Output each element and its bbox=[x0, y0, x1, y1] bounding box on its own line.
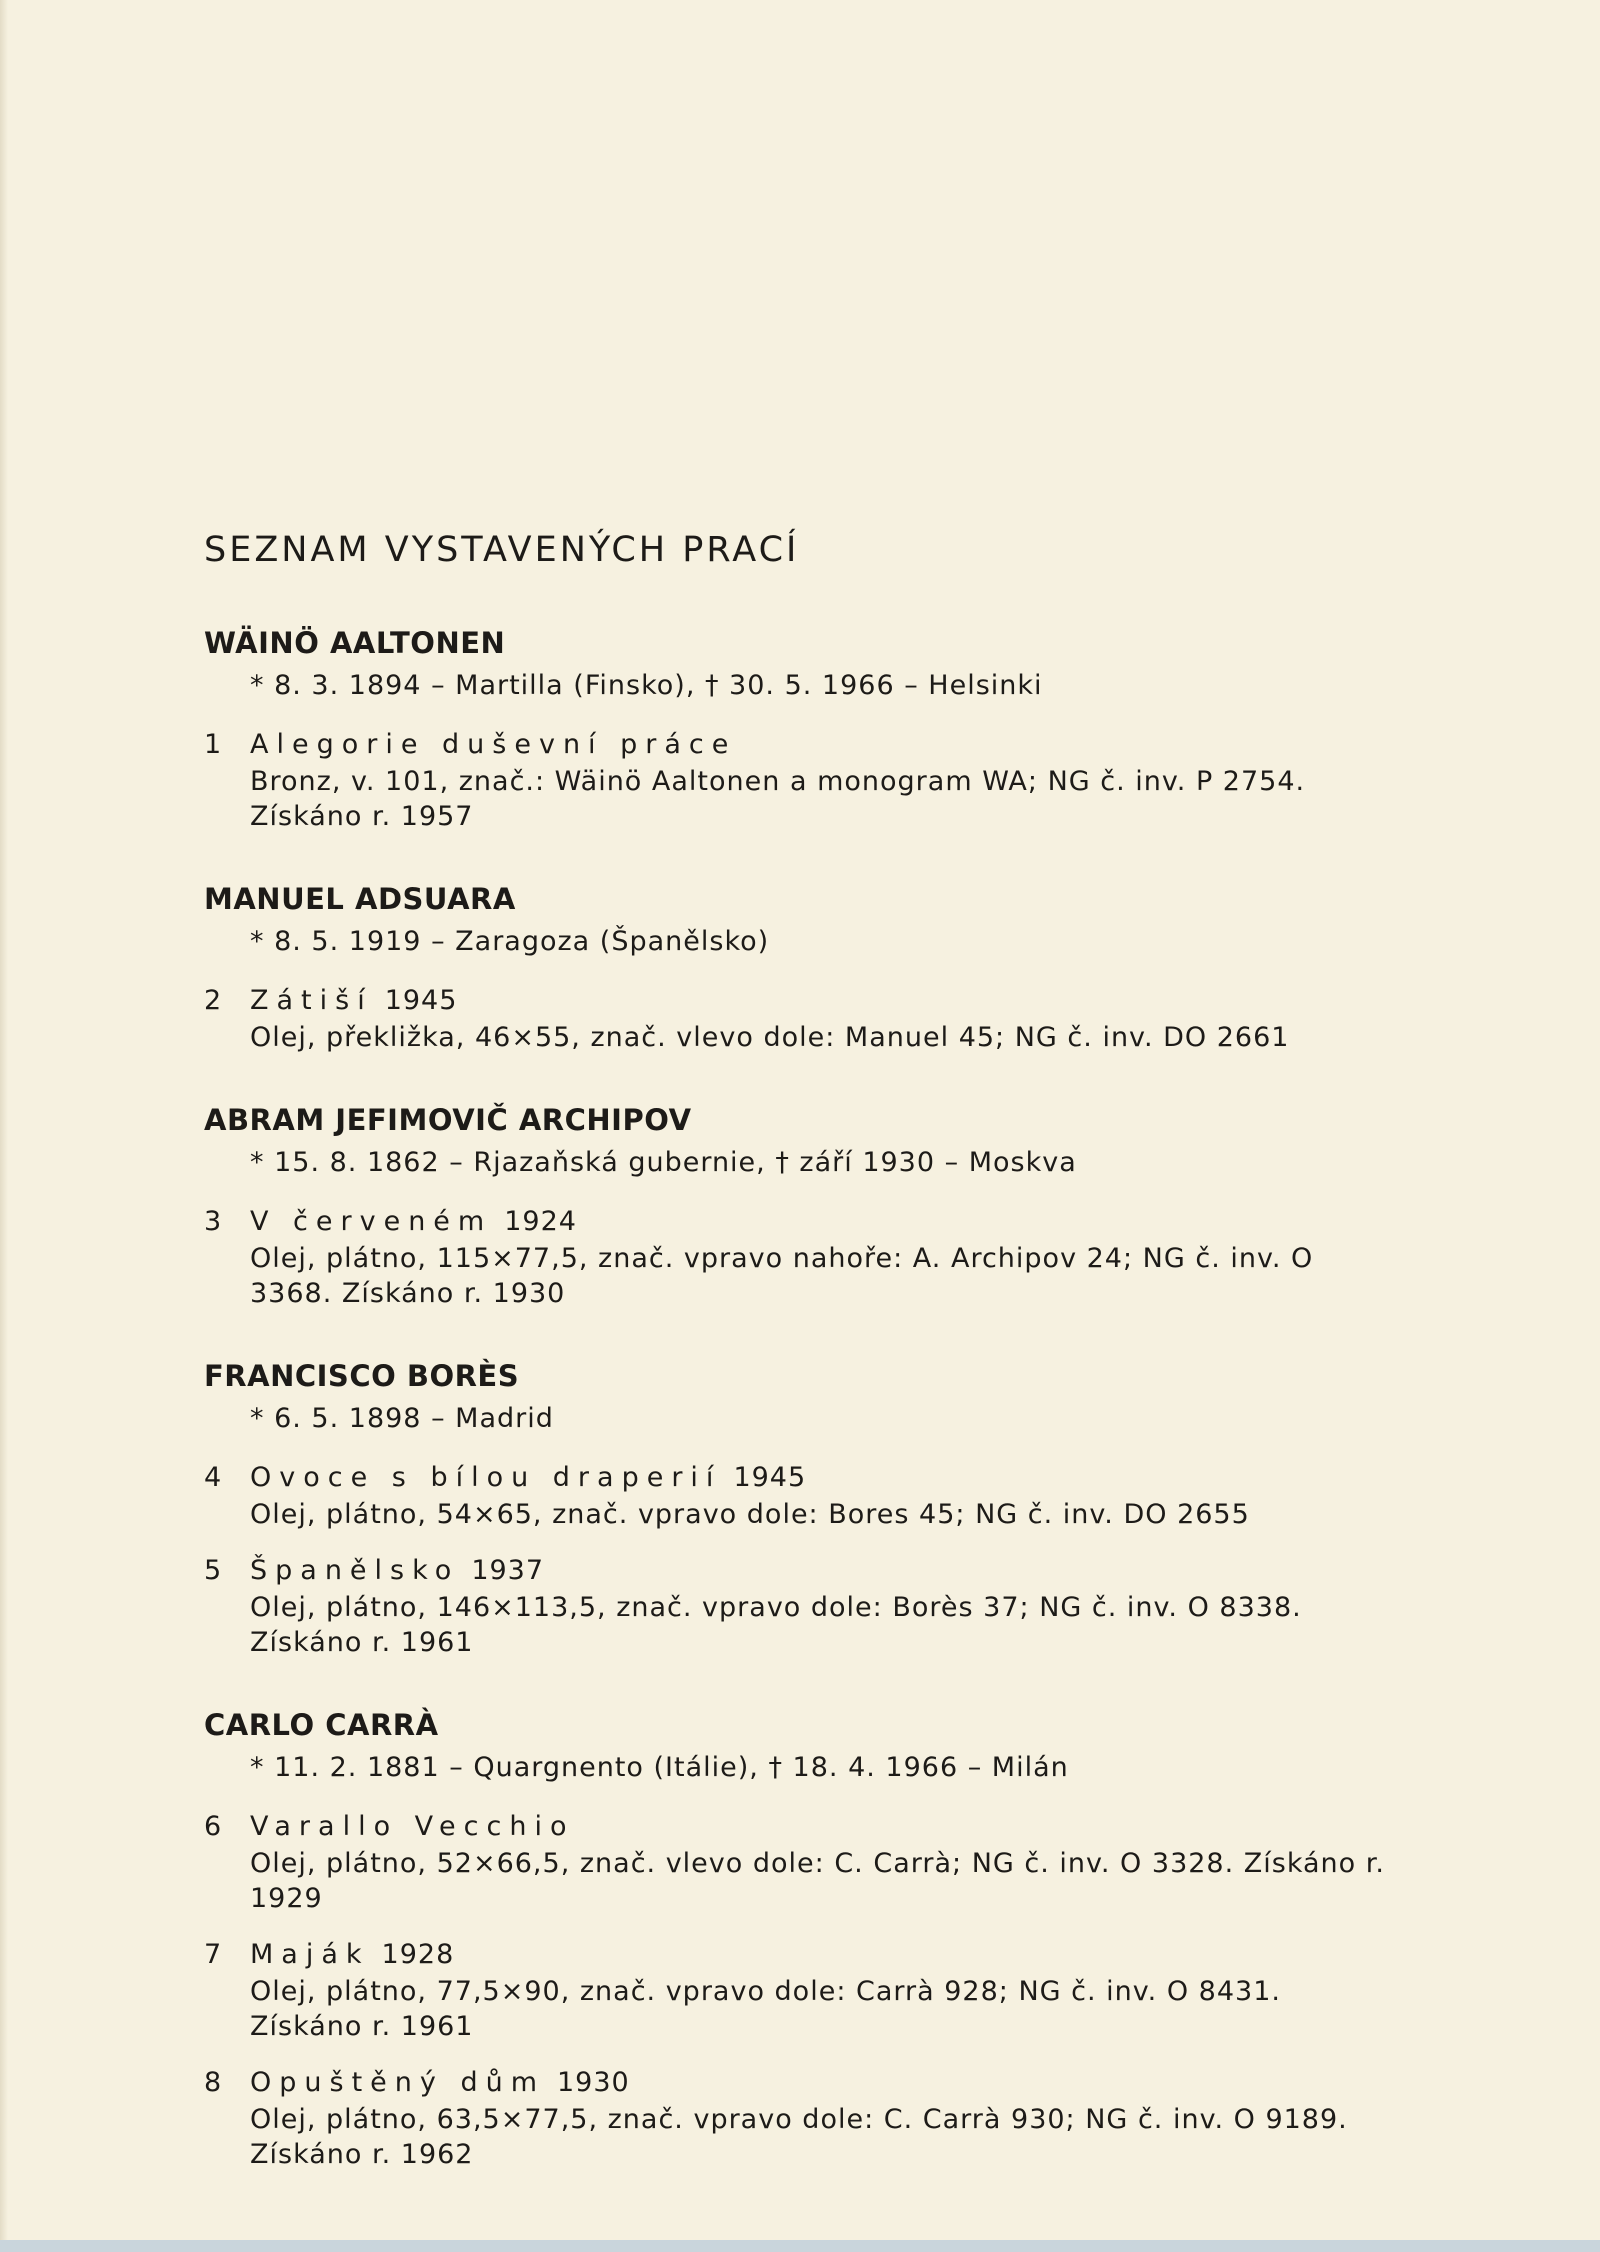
work-entry bbox=[204, 1459, 1384, 1532]
work-description: Olej, plátno, 115×77,5, znač. vpravo nahoře: A. Archipov 24; NG č. inv. O 3368. Získáno r. 1930 bbox=[250, 1243, 1314, 1309]
work-number: 7 bbox=[204, 1939, 222, 1970]
artist-name: WÄINÖ AALTONEN bbox=[204, 626, 506, 660]
artist-entry bbox=[204, 1708, 1384, 2172]
exhibition-list bbox=[204, 530, 1384, 2220]
artist-bio: * 11. 2. 1881 – Quargnento (Itálie), † 18. 4. 1966 – Milán bbox=[250, 1752, 1069, 1783]
work-description: Bronz, v. 101, znač.: Wäinö Aaltonen a monogram WA; NG č. inv. P 2754. Získáno r. 1957 bbox=[250, 766, 1306, 832]
work-entry bbox=[204, 1203, 1384, 1311]
work-heading bbox=[204, 1808, 1384, 1846]
work-entry bbox=[204, 982, 1384, 1055]
work-description: Olej, plátno, 77,5×90, znač. vpravo dole: Carrà 928; NG č. inv. O 8431. Získáno r. 1961 bbox=[250, 1976, 1281, 2042]
work-entry bbox=[204, 1808, 1384, 1916]
work-year: 1928 bbox=[381, 1939, 455, 1970]
artist-entry bbox=[204, 882, 1384, 1055]
work-title: Zátiší bbox=[250, 985, 373, 1016]
work-title: V červeném bbox=[250, 1206, 493, 1237]
work-year: 1945 bbox=[384, 985, 458, 1016]
artist-entry bbox=[204, 1359, 1384, 1660]
work-year: 1930 bbox=[557, 2067, 630, 2098]
artist-bio: * 6. 5. 1898 – Madrid bbox=[250, 1403, 554, 1434]
artist-name: ABRAM JEFIMOVIČ ARCHIPOV bbox=[204, 1103, 692, 1137]
work-title: Alegorie duševní práce bbox=[250, 729, 737, 760]
work-heading bbox=[204, 1936, 1384, 1974]
artist-name: MANUEL ADSUARA bbox=[204, 882, 516, 916]
work-title: Opuštěný dům bbox=[250, 2067, 545, 2098]
artist-entry bbox=[204, 1103, 1384, 1311]
page-title: SEZNAM VYSTAVENÝCH PRACÍ bbox=[204, 530, 800, 570]
work-entry bbox=[204, 726, 1384, 834]
work-heading bbox=[204, 1203, 1384, 1241]
work-heading bbox=[204, 726, 1384, 764]
artist-list bbox=[204, 626, 1384, 2172]
work-number: 5 bbox=[204, 1555, 222, 1586]
page-edge bbox=[0, 0, 8, 2252]
artist-name: CARLO CARRÀ bbox=[204, 1708, 439, 1742]
work-year: 1937 bbox=[471, 1555, 545, 1586]
work-number: 8 bbox=[204, 2067, 222, 2098]
work-title: Ovoce s bílou draperií bbox=[250, 1462, 722, 1493]
work-description: Olej, plátno, 52×66,5, znač. vlevo dole: C. Carrà; NG č. inv. O 3328. Získáno r. 1929 bbox=[250, 1848, 1385, 1914]
work-heading bbox=[204, 2064, 1384, 2102]
artist-name: FRANCISCO BORÈS bbox=[204, 1359, 520, 1393]
work-description: Olej, plátno, 54×65, znač. vpravo dole: Bores 45; NG č. inv. DO 2655 bbox=[250, 1499, 1250, 1530]
work-entry bbox=[204, 1936, 1384, 2044]
artist-bio: * 8. 3. 1894 – Martilla (Finsko), † 30. 5. 1966 – Helsinki bbox=[250, 670, 1043, 701]
work-year: 1945 bbox=[733, 1462, 807, 1493]
work-description: Olej, překližka, 46×55, znač. vlevo dole: Manuel 45; NG č. inv. DO 2661 bbox=[250, 1022, 1290, 1053]
work-title: Maják bbox=[250, 1939, 370, 1970]
work-description: Olej, plátno, 63,5×77,5, znač. vpravo dole: C. Carrà 930; NG č. inv. O 9189. Získáno r. 1962 bbox=[250, 2104, 1348, 2170]
work-heading bbox=[204, 982, 1384, 1020]
artist-bio: * 8. 5. 1919 – Zaragoza (Španělsko) bbox=[250, 926, 770, 957]
work-title: Varallo Vecchio bbox=[250, 1811, 575, 1842]
artist-entry bbox=[204, 626, 1384, 834]
work-heading bbox=[204, 1552, 1384, 1590]
work-number: 2 bbox=[204, 985, 222, 1016]
work-heading bbox=[204, 1459, 1384, 1497]
work-number: 6 bbox=[204, 1811, 222, 1842]
work-entry bbox=[204, 1552, 1384, 1660]
work-entry bbox=[204, 2064, 1384, 2172]
artist-bio: * 15. 8. 1862 – Rjazaňská gubernie, † září 1930 – Moskva bbox=[250, 1147, 1077, 1178]
work-number: 3 bbox=[204, 1206, 222, 1237]
work-description: Olej, plátno, 146×113,5, znač. vpravo dole: Borès 37; NG č. inv. O 8338. Získáno r. 1961 bbox=[250, 1592, 1302, 1658]
work-number: 4 bbox=[204, 1462, 222, 1493]
work-title: Španělsko bbox=[250, 1555, 460, 1586]
scan-bottom-strip bbox=[0, 2240, 1600, 2252]
work-number: 1 bbox=[204, 729, 222, 760]
work-year: 1924 bbox=[504, 1206, 577, 1237]
